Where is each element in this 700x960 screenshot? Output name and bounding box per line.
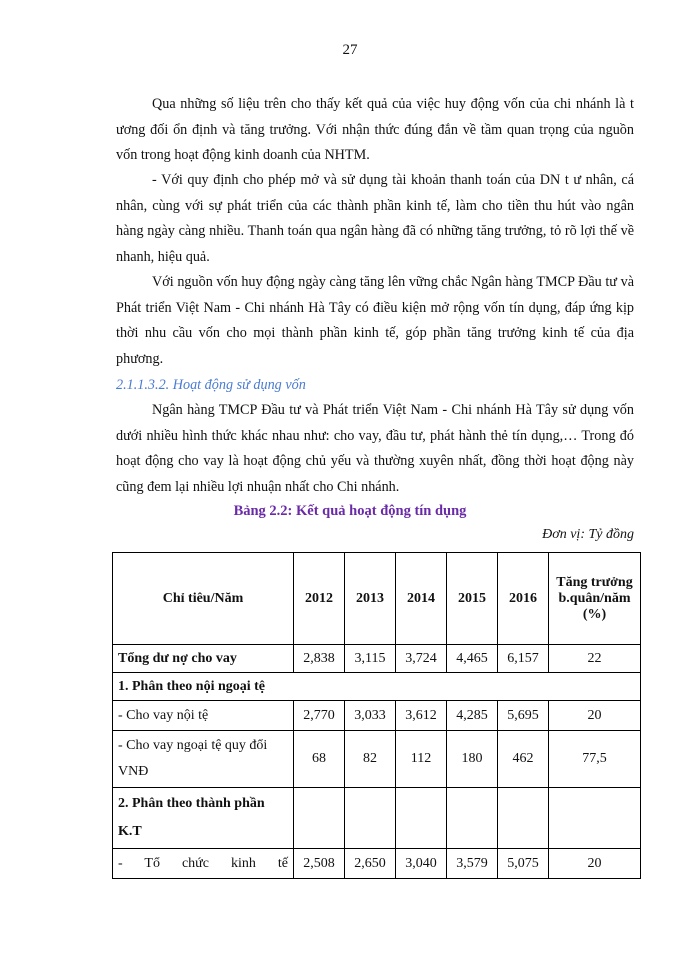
cell-value: 3,033 [345, 701, 396, 731]
cell-value: 2,508 [294, 849, 345, 879]
cell-value: 3,579 [447, 849, 498, 879]
cell-value: 5,075 [498, 849, 549, 879]
cell-value: 3,040 [396, 849, 447, 879]
header-year: 2014 [396, 553, 447, 645]
cell-value: 2,770 [294, 701, 345, 731]
header-year: 2016 [498, 553, 549, 645]
table-section-row [113, 788, 641, 849]
cell-value: 5,695 [498, 701, 549, 731]
header-indicator: Chỉ tiêu/Năm [113, 553, 294, 645]
section-label: 1. Phân theo nội ngoại tệ [113, 673, 641, 701]
paragraph: Qua những số liệu trên cho thấy kết quả của việc huy động vốn của chi nhánh là t ương đối ổn định và tăng trưởng. Với nhận thức đúng đắn về tầm quan trọng của nguồn vốn trong hoạt động kinh doanh của NHTM. [116, 96, 634, 163]
cell-value: 2,650 [345, 849, 396, 879]
cell-value: 68 [294, 731, 345, 788]
cell-value: 2,838 [294, 645, 345, 673]
table-caption: Bảng 2.2: Kết quả hoạt động tín dụng [233, 503, 467, 519]
cell-value: 112 [396, 731, 447, 788]
cell-value: 462 [498, 731, 549, 788]
page-number: 27 [342, 42, 358, 58]
cell-value: 4,285 [447, 701, 498, 731]
unit-note: Đơn vị: Tỷ đồng [542, 527, 634, 542]
row-label: - Cho vay nội tệ [113, 701, 294, 731]
cell-value: 4,465 [447, 645, 498, 673]
table-row [113, 731, 641, 788]
cell-value: 3,612 [396, 701, 447, 731]
table-header-row [113, 553, 641, 645]
credit-results-table [112, 552, 641, 879]
cell-growth: 20 [549, 701, 641, 731]
table-row [113, 701, 641, 731]
table-row [113, 849, 641, 879]
cell-value: 82 [345, 731, 396, 788]
table-row [113, 645, 641, 673]
paragraph: - Với quy định cho phép mở và sử dụng tài khoản thanh toán của DN t ư nhân, cá nhân, cùng với sự phát triển của các thành phần kinh tế, làm cho tiền thu hút vào ngân hàng ngày càng nhiều. Thanh toán qua ngân hàng đã có những tăng trưởng, tỏ rõ lợi thế về nhanh, hiệu quả. [116, 172, 634, 265]
section-label: 2. Phân theo thành phần K.T [113, 788, 294, 849]
row-label: - Tổ chức kinh tế [113, 849, 294, 879]
row-label: - Cho vay ngoại tệ quy đổi VNĐ [113, 731, 294, 788]
cell-growth: 22 [549, 645, 641, 673]
header-year: 2012 [294, 553, 345, 645]
cell-growth: 20 [549, 849, 641, 879]
header-growth: Tăng trưởng b.quân/năm (%) [549, 553, 641, 645]
section-heading: 2.1.1.3.2. Hoạt động sử dụng vốn [116, 377, 306, 393]
cell-value: 6,157 [498, 645, 549, 673]
cell-value: 3,115 [345, 645, 396, 673]
row-label: Tổng dư nợ cho vay [113, 645, 294, 673]
header-year: 2013 [345, 553, 396, 645]
paragraph: Với nguồn vốn huy động ngày càng tăng lên vững chắc Ngân hàng TMCP Đầu tư và Phát triển Việt Nam - Chi nhánh Hà Tây có điều kiện mở rộng vốn tín dụng, đáp ứng kịp thời nhu cầu vốn cho mọi thành phần kinh tế, góp phần tăng trưởng kinh tế của địa phương. [116, 274, 634, 367]
header-year: 2015 [447, 553, 498, 645]
table-section-row [113, 673, 641, 701]
cell-value: 3,724 [396, 645, 447, 673]
paragraph: Ngân hàng TMCP Đầu tư và Phát triển Việt Nam - Chi nhánh Hà Tây sử dụng vốn dưới nhiều hình thức khác nhau như: cho vay, đầu tư, phát hành thẻ tín dụng,… Trong đó hoạt động cho vay là hoạt động chủ yếu và thường xuyên nhất, đồng thời hoạt động này cũng đem lại nhiều lợi nhuận nhất cho Chi nhánh. [116, 402, 634, 495]
cell-value: 180 [447, 731, 498, 788]
cell-growth: 77,5 [549, 731, 641, 788]
